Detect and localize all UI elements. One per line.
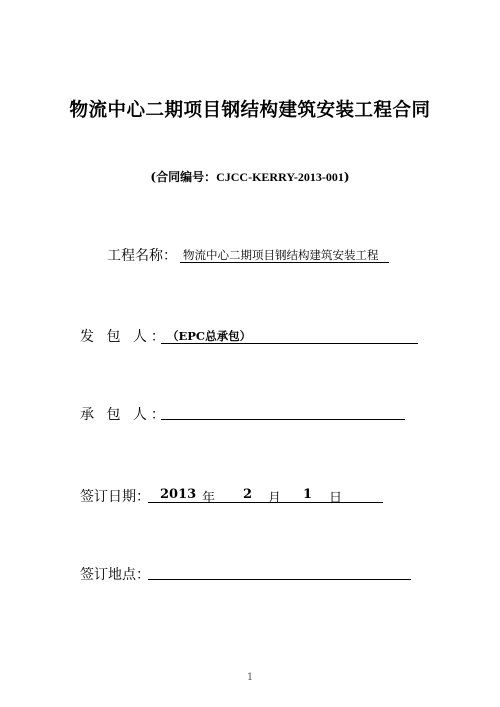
contract-number-suffix: ) — [343, 170, 350, 184]
sign-date-underline — [148, 502, 383, 503]
contract-number-value: CJCC-KERRY-2013-001 — [216, 170, 344, 184]
sign-date-year-unit: 年 — [202, 491, 216, 506]
project-name-underline — [180, 262, 389, 263]
contractor-underline — [161, 419, 405, 420]
page-number: 1 — [246, 672, 254, 683]
contractor-label: 承 包 人： — [80, 407, 169, 423]
sign-date-day-unit: 日 — [329, 491, 343, 506]
sign-date-label: 签订日期： — [80, 489, 150, 505]
sign-date-day: 1 — [303, 487, 313, 502]
sign-place-underline — [148, 579, 411, 580]
employer-value: （EPC总承包） — [167, 329, 252, 343]
sign-date-month: 2 — [243, 487, 253, 502]
contract-number — [0, 168, 500, 185]
sign-date-year: 2013 — [160, 487, 197, 502]
document-title: 物流中心二期项目钢结构建筑安装工程合同 — [69, 100, 431, 121]
sign-date-month-unit: 月 — [268, 491, 282, 506]
sign-place-label: 签订地点： — [80, 567, 150, 583]
contract-number-prefix: (合同编号： — [150, 170, 217, 184]
project-name-value: 物流中心二期项目钢结构建筑安装工程 — [183, 248, 379, 262]
employer-label: 发 包 人： — [80, 329, 169, 345]
project-name-label: 工程名称： — [107, 248, 177, 264]
employer-underline — [161, 343, 418, 344]
